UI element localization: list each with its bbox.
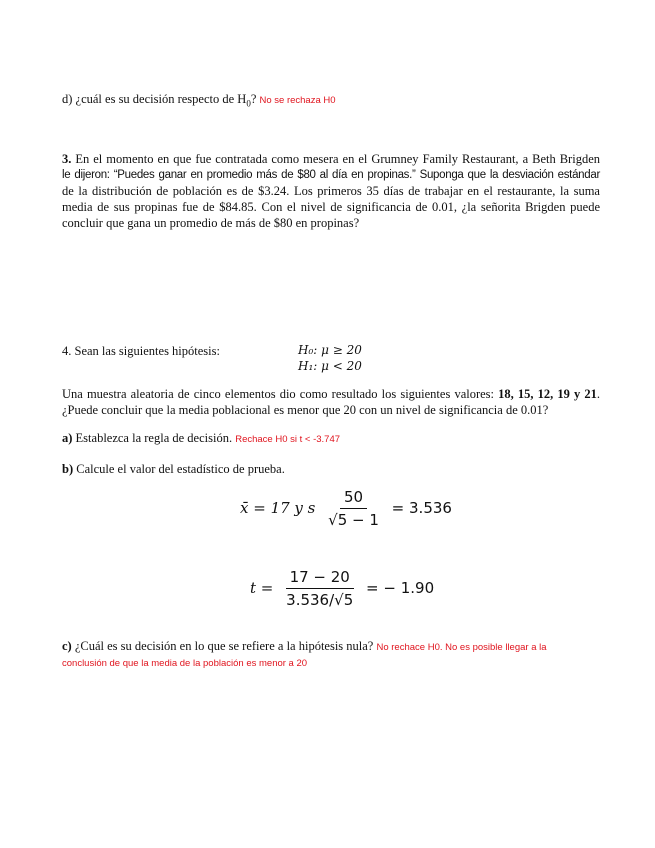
hypothesis-h0: H₀: μ ≥ 20 (298, 343, 362, 357)
equation-1-fraction (324, 488, 383, 529)
question-d-subscript: 0 (246, 98, 251, 109)
question-4a-label: a) (62, 431, 73, 445)
question-4c-answer-line-1: No rechace H0. No es posible llegar a la (376, 642, 547, 653)
equation-1-numerator: 50 (340, 488, 367, 509)
equation-2-denominator: 3.536/√5 (286, 591, 354, 609)
equation-1-denominator: √5 − 1 (328, 511, 379, 529)
question-4a-text: Establezca la regla de decisión. (72, 431, 236, 445)
question-3-line-4: media de sus propinas fue de $84.85. Con el nivel de significancia de 0.01, ¿la señorita Brigden puede (62, 200, 600, 214)
question-4-sample-line-2: ¿Puede concluir que la media poblacional es menor que 20 con un nivel de significancia de 0.01? (62, 403, 549, 417)
sample-values: 18, 15, 12, 19 y 21 (498, 387, 597, 401)
question-4a-answer: Rechace H0 si t < -3.747 (235, 434, 341, 445)
equation-2-left: t = (250, 579, 274, 597)
question-4-sample (62, 386, 600, 418)
equation-2-right: = − 1.90 (366, 579, 435, 597)
question-4c-text: ¿Cuál es su decisión en lo que se refiere a la hipótesis nula? (71, 639, 377, 653)
question-4a (62, 431, 340, 447)
equation-2-fraction (282, 568, 357, 609)
question-3-line-1 (62, 151, 600, 167)
sample-period: . (596, 387, 600, 401)
question-d-answer: No se rechaza H0 (259, 95, 336, 106)
question-4c-answer-line-2: conclusión de que la media de la población es menor a 20 (62, 658, 308, 669)
question-d-end: ? (250, 92, 257, 106)
question-4c-label: c) (62, 639, 72, 653)
sample-intro-text: Una muestra aleatoria de cinco elementos dio como resultado los siguientes valores: (62, 387, 499, 401)
question-4c (62, 639, 547, 655)
question-4b (62, 462, 285, 477)
question-4b-label: b) (62, 462, 74, 476)
question-d-text: d) ¿cuál es su decisión respecto de H (62, 92, 247, 106)
question-d (62, 92, 336, 112)
question-4-sample-line-1 (62, 386, 600, 402)
question-3-line-2: le dijeron: “Puedes ganar en promedio más de $80 al día en propinas.” Suponga que la desviación estándar (62, 169, 600, 181)
question-3 (62, 151, 600, 231)
equation-1-right: = 3.536 (391, 499, 452, 517)
equation-2-numerator: 17 − 20 (286, 568, 354, 589)
question-3-line-1-text: En el momento en que fue contratada como mesera en el Grumney Family Restaurant, a Beth Brigden (71, 152, 600, 166)
equation-1-left: x̄ = 17 y s (240, 499, 316, 517)
equation-t-statistic (250, 568, 434, 609)
equation-mean-std (240, 488, 452, 529)
question-3-number: 3. (62, 152, 72, 166)
question-4b-text: Calcule el valor del estadístico de prueba. (73, 462, 285, 476)
question-3-line-5: concluir que gana un promedio de más de $80 en propinas? (62, 216, 360, 230)
question-3-line-3: de la distribución de población es de $3.24. Los primeros 35 días de trabajar en el restaurante, la suma (62, 184, 600, 198)
hypothesis-h1: H₁: μ < 20 (298, 359, 362, 373)
question-4-intro: 4. Sean las siguientes hipótesis: (62, 344, 220, 358)
